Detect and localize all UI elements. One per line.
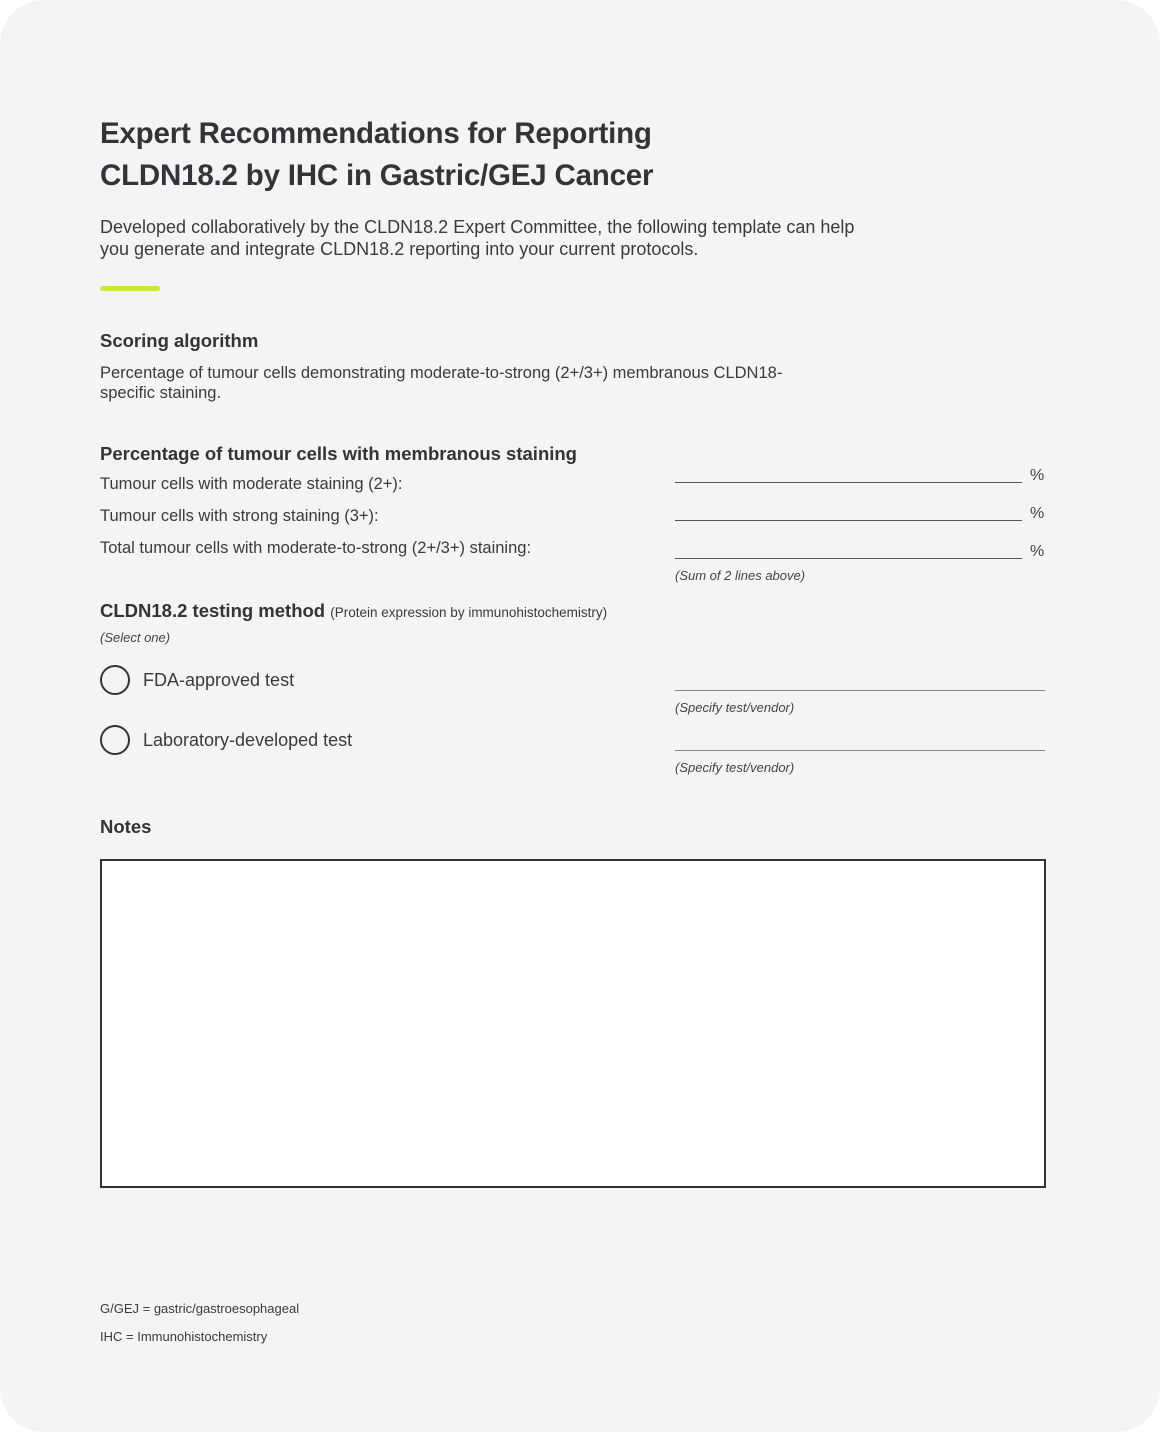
fda-specify-hint: (Specify test/vendor) xyxy=(675,700,795,715)
testing-method-subheading: (Protein expression by immunohistochemistry) xyxy=(330,605,608,620)
testing-method-heading xyxy=(100,600,607,622)
lab-specify-hint: (Specify test/vendor) xyxy=(675,760,795,775)
footnote-gej: G/GEJ = gastric/gastroesophageal xyxy=(100,1301,300,1316)
page-title xyxy=(100,113,860,197)
lab-specify-input[interactable] xyxy=(675,750,1045,751)
title-line-2: CLDN18.2 by IHC in Gastric/GEJ Cancer xyxy=(100,159,654,192)
strong-staining-label: Tumour cells with strong staining (3+): xyxy=(100,507,379,525)
scoring-description-line-2: specific staining. xyxy=(100,384,222,402)
total-staining-label: Total tumour cells with moderate-to-strong (2+/3+) staining: xyxy=(100,539,532,557)
moderate-staining-input[interactable] xyxy=(675,482,1022,483)
moderate-staining-label: Tumour cells with moderate staining (2+): xyxy=(100,475,403,493)
moderate-staining-unit: % xyxy=(1030,467,1045,484)
fda-approved-radio[interactable] xyxy=(100,665,130,695)
scoring-description-line-1: Percentage of tumour cells demonstrating moderate-to-strong (2+/3+) membranous CLDN18- xyxy=(100,364,783,382)
accent-divider xyxy=(100,286,160,291)
lab-developed-radio[interactable] xyxy=(100,725,130,755)
intro-line-1: Developed collaboratively by the CLDN18.2 Expert Committee, the following template can help xyxy=(100,217,855,237)
lab-developed-label: Laboratory-developed test xyxy=(143,730,353,750)
scoring-heading: Scoring algorithm xyxy=(100,330,259,351)
title-line-1: Expert Recommendations for Reporting xyxy=(100,117,652,150)
total-staining-unit: % xyxy=(1030,543,1045,560)
sum-hint: (Sum of 2 lines above) xyxy=(675,568,806,583)
fda-approved-label: FDA-approved test xyxy=(143,670,295,690)
notes-heading: Notes xyxy=(100,816,152,837)
intro-line-2: you generate and integrate CLDN18.2 reporting into your current protocols. xyxy=(100,239,699,259)
testing-method-title: CLDN18.2 testing method xyxy=(100,600,326,621)
strong-staining-input[interactable] xyxy=(675,520,1022,521)
strong-staining-unit: % xyxy=(1030,505,1045,522)
select-one-hint: (Select one) xyxy=(100,630,171,645)
intro-paragraph xyxy=(100,216,940,260)
footnote-ihc: IHC = Immunohistochemistry xyxy=(100,1329,268,1344)
total-staining-input[interactable] xyxy=(675,558,1022,559)
notes-textarea[interactable] xyxy=(100,859,1046,1188)
fda-specify-input[interactable] xyxy=(675,690,1045,691)
percentage-heading: Percentage of tumour cells with membranous staining xyxy=(100,443,577,464)
scoring-description xyxy=(100,363,860,403)
